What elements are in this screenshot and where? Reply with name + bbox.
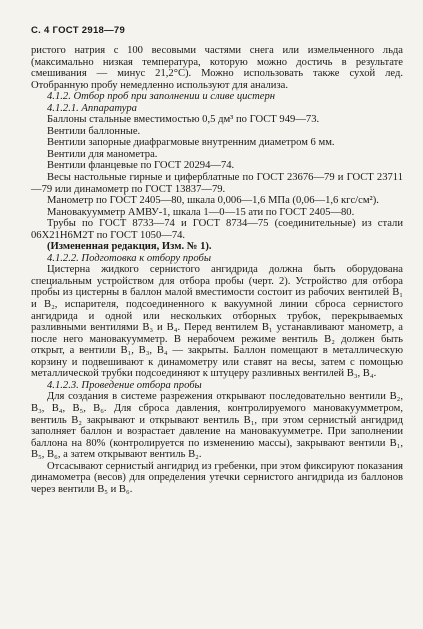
paragraph: Вентили фланцевые по ГОСТ 20294—74. [47,160,235,172]
paragraph: 4.1.2. Отбор проб при заполнении и сливе цистерн [47,91,276,103]
page-header: С. 4 ГОСТ 2918—79 [31,25,126,36]
paragraph: Баллоны стальные вместимостью 0,5 дм³ по ГОСТ 949—73. [47,114,320,126]
paragraph: Вентили баллонные. [47,125,141,137]
paragraph: Трубы по ГОСТ 8733—74 и ГОСТ 8734—75 (соединительные) из стали 06Х21Н6М2Т по ГОСТ 1050—74. [31,218,403,241]
paragraph: (Измененная редакция, Изм. № 1). [47,241,212,253]
paragraph: 4.1.2.2. Подготовка к отбору пробы [47,252,212,264]
paragraph: Весы настольные гирные и циферблатные по ГОСТ 23676—79 и ГОСТ 23711—79 или динамометр по ГОСТ 13837—79. [31,172,403,195]
paragraph: 4.1.2.3. Проведение отбора пробы [47,379,202,391]
paragraph: Для создания в системе разрежения открывают последовательно вентили В₂, В₃, В₄, В₅, В₆. Для сброса давления, контролируемого мановакуумметром, вентиль В₂ закрывают и открывают вентиль В₁, при этом сернистый ангидрид заполняет баллон и возрастает давление на мановакуумметре. При заполнении баллона на 80% (контролируется по изменению массы), закрывают вентили В₁, В₅, В₆, а затем открывают вентиль В₂. [31,391,403,461]
paragraph: Цистерна жидкого сернистого ангидрида должна быть оборудована специальным устройством для отбора пробы (черт. 2). Устройство для отбора пробы из цистерны в баллон малой вместимости состоит из рабочих вентилей В₁ и В₂, испарителя, подсоединенного к вакуумной линии сброса сернистого ангидрида и одной или нескольких отборных трубок, перекрываемых разливными вентилями В₃ и В₄. Перед вентилем В₁ устанавливают манометр, а после него мановакуумметр. В нерабочем режиме вентиль В₂ должен быть открыт, а вентили В₁, В₃, В₄ — закрыты. Баллон помещают в металлическую корзину и подвешивают к динамометру или ставят на весы, затем с помощью металлической трубки подсоединяют к штуцеру разливных вентилей В₃, В₄. [31,264,403,380]
paragraph: Мановакуумметр АМВУ-1, шкала 1—0—15 ати по ГОСТ 2405—80. [47,206,355,218]
paragraph: Отсасывают сернистый ангидрид из гребенки, при этом фиксируют показания динамометра (весов) для определения утечки сернистого ангидрида из баллонов через вентили В₅ и В₆. [31,460,403,495]
paragraph: Вентили запорные диафрагмовые внутренним диаметром 6 мм. [47,137,335,149]
paragraph: Манометр по ГОСТ 2405—80, шкала 0,006—1,6 МПа (0,06—1,6 кгс/см²). [47,195,379,207]
document-body [31,45,403,495]
paragraph: Вентили для манометра. [47,148,158,160]
paragraph: 4.1.2.1. Аппаратура [47,102,137,114]
paragraph: ристого натрия с 100 весовыми частями снега или измельченного льда (максимально низкая температура, которую можно достичь в результате смешивания — минус 21,2°С). Можно использовать также сухой лед. Отобранную пробу немедленно используют для анализа. [31,45,403,91]
